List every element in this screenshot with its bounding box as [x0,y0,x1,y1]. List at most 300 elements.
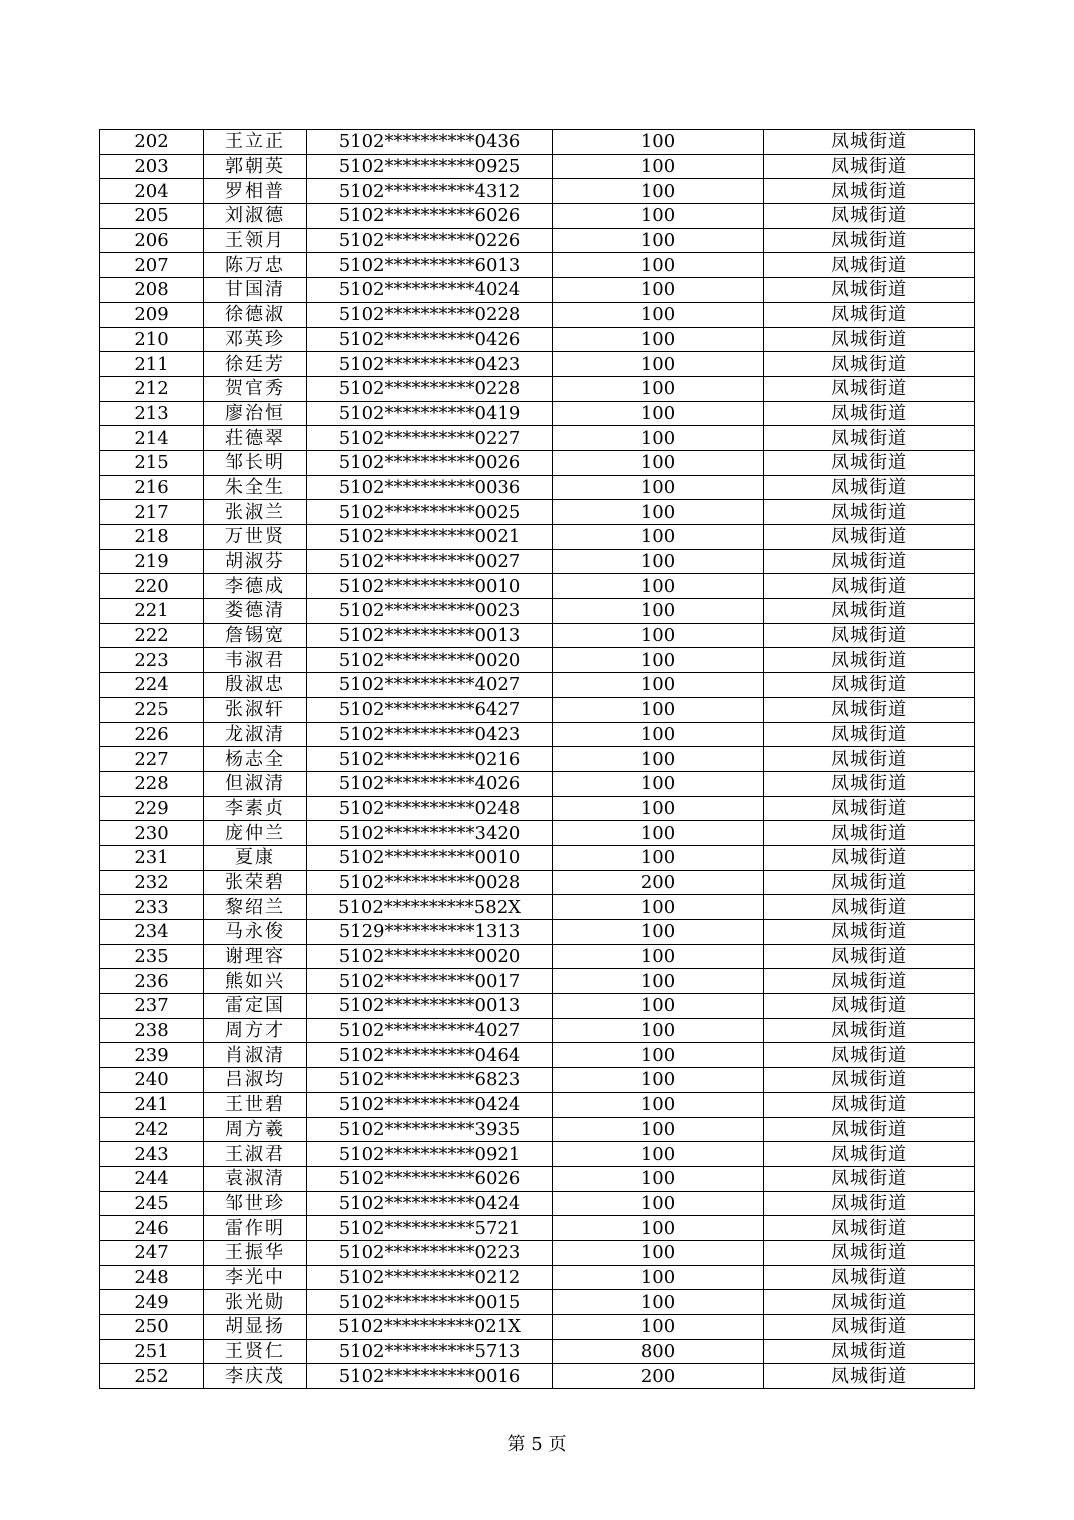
cell-name: 王淑君 [204,1142,307,1167]
cell-serial-number: 220 [100,574,204,599]
cell-serial-number: 238 [100,1018,204,1043]
cell-street: 凤城街道 [764,450,975,475]
cell-amount: 100 [553,648,764,673]
cell-amount: 100 [553,1092,764,1117]
cell-serial-number: 244 [100,1166,204,1191]
cell-id-number: 5102**********0020 [307,648,553,673]
cell-id-number: 5102**********6026 [307,1166,553,1191]
cell-name: 罗相普 [204,179,307,204]
cell-street: 凤城街道 [764,253,975,278]
cell-serial-number: 229 [100,796,204,821]
cell-name: 殷淑忠 [204,673,307,698]
table-row [100,599,975,624]
cell-amount: 100 [553,771,764,796]
table-row [100,969,975,994]
cell-serial-number: 216 [100,475,204,500]
cell-id-number: 5102**********5721 [307,1216,553,1241]
cell-id-number: 5102**********4027 [307,673,553,698]
cell-street: 凤城街道 [764,1142,975,1167]
cell-name: 李素贞 [204,796,307,821]
cell-id-number: 5102**********0925 [307,154,553,179]
cell-name: 廖治恒 [204,401,307,426]
cell-id-number: 5102**********0016 [307,1364,553,1389]
cell-id-number: 5102**********0216 [307,747,553,772]
cell-amount: 200 [553,870,764,895]
cell-amount: 100 [553,1068,764,1093]
table-row [100,796,975,821]
cell-serial-number: 230 [100,821,204,846]
cell-street: 凤城街道 [764,920,975,945]
cell-name: 李德成 [204,574,307,599]
cell-street: 凤城街道 [764,1191,975,1216]
table-row [100,944,975,969]
cell-amount: 100 [553,994,764,1019]
cell-serial-number: 213 [100,401,204,426]
cell-amount: 100 [553,821,764,846]
table-row [100,1117,975,1142]
cell-name: 徐德淑 [204,302,307,327]
cell-name: 邓英珍 [204,327,307,352]
cell-street: 凤城街道 [764,1315,975,1340]
cell-amount: 100 [553,525,764,550]
cell-serial-number: 232 [100,870,204,895]
cell-amount: 100 [553,1117,764,1142]
table-row [100,821,975,846]
cell-id-number: 5102**********6013 [307,253,553,278]
cell-serial-number: 249 [100,1290,204,1315]
table-row [100,179,975,204]
cell-id-number: 5102**********0419 [307,401,553,426]
cell-street: 凤城街道 [764,302,975,327]
table-row [100,845,975,870]
table-row [100,376,975,401]
cell-serial-number: 240 [100,1068,204,1093]
cell-amount: 100 [553,1265,764,1290]
cell-serial-number: 222 [100,623,204,648]
cell-serial-number: 224 [100,673,204,698]
cell-name: 张光勋 [204,1290,307,1315]
cell-name: 朱全生 [204,475,307,500]
cell-serial-number: 207 [100,253,204,278]
cell-id-number: 5102**********3420 [307,821,553,846]
cell-id-number: 5102**********0028 [307,870,553,895]
cell-street: 凤城街道 [764,1117,975,1142]
cell-name: 詹锡宽 [204,623,307,648]
cell-id-number: 5102**********0027 [307,549,553,574]
cell-serial-number: 241 [100,1092,204,1117]
cell-amount: 100 [553,1191,764,1216]
cell-street: 凤城街道 [764,401,975,426]
cell-street: 凤城街道 [764,845,975,870]
table-row [100,1142,975,1167]
cell-amount: 100 [553,426,764,451]
cell-id-number: 5102**********6026 [307,204,553,229]
cell-street: 凤城街道 [764,352,975,377]
cell-amount: 100 [553,130,764,155]
cell-amount: 100 [553,845,764,870]
cell-street: 凤城街道 [764,1339,975,1364]
cell-id-number: 5102**********0921 [307,1142,553,1167]
table-row [100,1339,975,1364]
cell-street: 凤城街道 [764,673,975,698]
cell-name: 王贤仁 [204,1339,307,1364]
table-row [100,673,975,698]
table-row [100,327,975,352]
table-row [100,747,975,772]
cell-name: 甘国清 [204,278,307,303]
table-row [100,1315,975,1340]
cell-name: 张荣碧 [204,870,307,895]
cell-serial-number: 209 [100,302,204,327]
cell-name: 刘淑德 [204,204,307,229]
cell-id-number: 5102**********582X [307,895,553,920]
cell-id-number: 5102**********0436 [307,130,553,155]
data-table [99,129,975,1389]
table-row [100,228,975,253]
table-row [100,1216,975,1241]
cell-id-number: 5102**********0021 [307,525,553,550]
cell-name: 韦淑君 [204,648,307,673]
cell-street: 凤城街道 [764,376,975,401]
page-number: 第 5 页 [507,1434,567,1455]
cell-amount: 800 [553,1339,764,1364]
cell-name: 荘德翠 [204,426,307,451]
cell-street: 凤城街道 [764,722,975,747]
table-row [100,574,975,599]
cell-serial-number: 237 [100,994,204,1019]
cell-street: 凤城街道 [764,1166,975,1191]
cell-id-number: 5102**********0228 [307,376,553,401]
cell-name: 熊如兴 [204,969,307,994]
cell-amount: 100 [553,179,764,204]
cell-street: 凤城街道 [764,1216,975,1241]
cell-name: 王世碧 [204,1092,307,1117]
cell-name: 娄德清 [204,599,307,624]
table-row [100,697,975,722]
cell-serial-number: 208 [100,278,204,303]
cell-street: 凤城街道 [764,697,975,722]
cell-street: 凤城街道 [764,895,975,920]
cell-id-number: 5102**********0010 [307,845,553,870]
cell-id-number: 5102**********4312 [307,179,553,204]
cell-id-number: 5102**********0426 [307,327,553,352]
table-row [100,204,975,229]
cell-street: 凤城街道 [764,623,975,648]
table-row [100,1191,975,1216]
cell-id-number: 5102**********0013 [307,994,553,1019]
cell-id-number: 5102**********0464 [307,1043,553,1068]
table-row [100,154,975,179]
cell-street: 凤城街道 [764,154,975,179]
cell-id-number: 5102**********0228 [307,302,553,327]
cell-id-number: 5102**********0424 [307,1092,553,1117]
cell-amount: 100 [553,500,764,525]
cell-id-number: 5102**********0226 [307,228,553,253]
cell-id-number: 5102**********4026 [307,771,553,796]
cell-name: 张淑轩 [204,697,307,722]
cell-amount: 100 [553,969,764,994]
cell-serial-number: 227 [100,747,204,772]
cell-amount: 100 [553,302,764,327]
cell-street: 凤城街道 [764,870,975,895]
table-row [100,648,975,673]
cell-serial-number: 206 [100,228,204,253]
cell-street: 凤城街道 [764,1092,975,1117]
cell-name: 周方羲 [204,1117,307,1142]
cell-street: 凤城街道 [764,327,975,352]
table-row [100,920,975,945]
cell-street: 凤城街道 [764,969,975,994]
cell-street: 凤城街道 [764,278,975,303]
cell-amount: 100 [553,1216,764,1241]
cell-street: 凤城街道 [764,525,975,550]
table-row [100,1240,975,1265]
cell-name: 张淑兰 [204,500,307,525]
table-row [100,302,975,327]
cell-serial-number: 247 [100,1240,204,1265]
cell-amount: 100 [553,920,764,945]
cell-serial-number: 210 [100,327,204,352]
table-row [100,130,975,155]
cell-id-number: 5102**********0424 [307,1191,553,1216]
cell-serial-number: 234 [100,920,204,945]
cell-serial-number: 231 [100,845,204,870]
cell-street: 凤城街道 [764,228,975,253]
cell-street: 凤城街道 [764,204,975,229]
cell-street: 凤城街道 [764,574,975,599]
table-row [100,475,975,500]
cell-name: 马永俊 [204,920,307,945]
cell-street: 凤城街道 [764,1043,975,1068]
cell-name: 肖淑清 [204,1043,307,1068]
cell-street: 凤城街道 [764,1018,975,1043]
cell-amount: 100 [553,1018,764,1043]
cell-serial-number: 205 [100,204,204,229]
cell-street: 凤城街道 [764,771,975,796]
cell-amount: 100 [553,623,764,648]
cell-id-number: 5102**********0017 [307,969,553,994]
cell-street: 凤城街道 [764,821,975,846]
cell-name: 胡显扬 [204,1315,307,1340]
cell-street: 凤城街道 [764,426,975,451]
cell-amount: 100 [553,475,764,500]
cell-serial-number: 203 [100,154,204,179]
cell-id-number: 5102**********0025 [307,500,553,525]
cell-amount: 100 [553,376,764,401]
cell-street: 凤城街道 [764,796,975,821]
cell-serial-number: 226 [100,722,204,747]
table-row [100,870,975,895]
cell-id-number: 5102**********0227 [307,426,553,451]
table-row [100,1265,975,1290]
cell-id-number: 5102**********021X [307,1315,553,1340]
cell-amount: 100 [553,154,764,179]
cell-amount: 100 [553,1290,764,1315]
cell-name: 谢理容 [204,944,307,969]
cell-name: 夏康 [204,845,307,870]
cell-amount: 100 [553,1166,764,1191]
cell-serial-number: 233 [100,895,204,920]
cell-serial-number: 211 [100,352,204,377]
cell-id-number: 5102**********6823 [307,1068,553,1093]
cell-street: 凤城街道 [764,1068,975,1093]
cell-amount: 100 [553,228,764,253]
cell-serial-number: 219 [100,549,204,574]
cell-serial-number: 248 [100,1265,204,1290]
cell-amount: 100 [553,895,764,920]
cell-serial-number: 223 [100,648,204,673]
cell-amount: 100 [553,549,764,574]
cell-amount: 100 [553,599,764,624]
cell-amount: 100 [553,747,764,772]
cell-street: 凤城街道 [764,1290,975,1315]
cell-name: 但淑清 [204,771,307,796]
cell-serial-number: 251 [100,1339,204,1364]
cell-name: 万世贤 [204,525,307,550]
cell-id-number: 5129**********1313 [307,920,553,945]
table-row [100,771,975,796]
table-row [100,401,975,426]
cell-id-number: 5102**********0036 [307,475,553,500]
cell-name: 王立正 [204,130,307,155]
table-row [100,525,975,550]
cell-id-number: 5102**********0010 [307,574,553,599]
cell-name: 庞仲兰 [204,821,307,846]
cell-name: 雷定国 [204,994,307,1019]
cell-serial-number: 218 [100,525,204,550]
cell-amount: 100 [553,253,764,278]
cell-id-number: 5102**********0013 [307,623,553,648]
cell-serial-number: 202 [100,130,204,155]
cell-serial-number: 228 [100,771,204,796]
cell-id-number: 5102**********0223 [307,1240,553,1265]
cell-id-number: 5102**********4027 [307,1018,553,1043]
cell-name: 杨志全 [204,747,307,772]
cell-serial-number: 245 [100,1191,204,1216]
cell-id-number: 5102**********0020 [307,944,553,969]
cell-id-number: 5102**********0212 [307,1265,553,1290]
cell-name: 陈万忠 [204,253,307,278]
cell-amount: 100 [553,1043,764,1068]
table-row [100,1092,975,1117]
cell-serial-number: 252 [100,1364,204,1389]
table-row [100,426,975,451]
cell-street: 凤城街道 [764,130,975,155]
cell-street: 凤城街道 [764,648,975,673]
cell-name: 徐廷芳 [204,352,307,377]
cell-id-number: 5102**********0423 [307,722,553,747]
cell-id-number: 5102**********0248 [307,796,553,821]
cell-name: 郭朝英 [204,154,307,179]
cell-serial-number: 212 [100,376,204,401]
cell-serial-number: 243 [100,1142,204,1167]
cell-amount: 100 [553,944,764,969]
cell-amount: 200 [553,1364,764,1389]
cell-amount: 100 [553,1142,764,1167]
table-row [100,1043,975,1068]
cell-id-number: 5102**********0015 [307,1290,553,1315]
table-row [100,549,975,574]
cell-serial-number: 214 [100,426,204,451]
cell-street: 凤城街道 [764,179,975,204]
cell-id-number: 5102**********4024 [307,278,553,303]
table-row [100,1166,975,1191]
cell-amount: 100 [553,450,764,475]
cell-amount: 100 [553,1240,764,1265]
table-row [100,623,975,648]
cell-serial-number: 235 [100,944,204,969]
cell-amount: 100 [553,278,764,303]
cell-amount: 100 [553,673,764,698]
cell-id-number: 5102**********0423 [307,352,553,377]
cell-name: 邹长明 [204,450,307,475]
cell-amount: 100 [553,722,764,747]
cell-serial-number: 242 [100,1117,204,1142]
cell-name: 李庆茂 [204,1364,307,1389]
cell-name: 胡淑芬 [204,549,307,574]
cell-serial-number: 225 [100,697,204,722]
table-row [100,1364,975,1389]
cell-amount: 100 [553,327,764,352]
cell-street: 凤城街道 [764,944,975,969]
table-row [100,500,975,525]
cell-amount: 100 [553,352,764,377]
cell-name: 龙淑清 [204,722,307,747]
cell-street: 凤城街道 [764,475,975,500]
cell-id-number: 5102**********3935 [307,1117,553,1142]
cell-id-number: 5102**********6427 [307,697,553,722]
cell-amount: 100 [553,1315,764,1340]
cell-serial-number: 204 [100,179,204,204]
cell-serial-number: 236 [100,969,204,994]
cell-serial-number: 250 [100,1315,204,1340]
cell-name: 雷作明 [204,1216,307,1241]
cell-serial-number: 217 [100,500,204,525]
cell-serial-number: 239 [100,1043,204,1068]
cell-street: 凤城街道 [764,747,975,772]
cell-id-number: 5102**********5713 [307,1339,553,1364]
cell-name: 周方才 [204,1018,307,1043]
table-row [100,1290,975,1315]
cell-serial-number: 221 [100,599,204,624]
cell-street: 凤城街道 [764,549,975,574]
table-body [100,130,975,1389]
cell-street: 凤城街道 [764,1265,975,1290]
table-row [100,450,975,475]
table-row [100,1018,975,1043]
cell-id-number: 5102**********0026 [307,450,553,475]
cell-name: 贺官秀 [204,376,307,401]
cell-amount: 100 [553,796,764,821]
cell-serial-number: 246 [100,1216,204,1241]
cell-street: 凤城街道 [764,599,975,624]
cell-street: 凤城街道 [764,994,975,1019]
cell-name: 黎绍兰 [204,895,307,920]
cell-name: 袁淑清 [204,1166,307,1191]
table-row [100,278,975,303]
table-row [100,895,975,920]
cell-amount: 100 [553,574,764,599]
cell-name: 吕淑均 [204,1068,307,1093]
cell-id-number: 5102**********0023 [307,599,553,624]
cell-amount: 100 [553,697,764,722]
table-row [100,1068,975,1093]
cell-name: 王领月 [204,228,307,253]
table-row [100,994,975,1019]
cell-street: 凤城街道 [764,500,975,525]
cell-amount: 100 [553,204,764,229]
table-row [100,253,975,278]
